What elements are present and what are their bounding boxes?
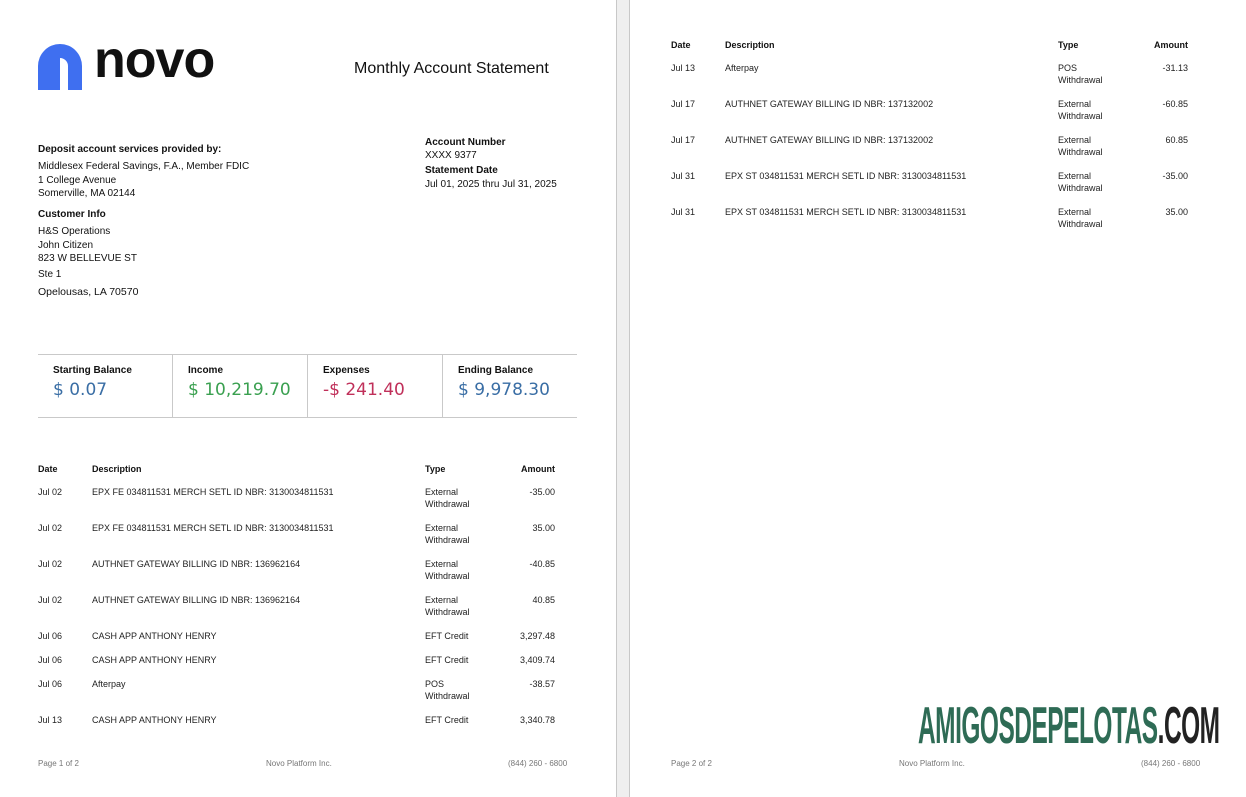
row-date: Jul 02 (38, 559, 63, 569)
provider-line: 1 College Avenue (38, 175, 117, 186)
row-amount: -38.57 (529, 679, 555, 689)
row-description: CASH APP ANTHONY HENRY (92, 715, 217, 725)
row-description: Afterpay (725, 63, 759, 73)
row-amount: 3,409.74 (519, 655, 555, 665)
row-type: POS Withdrawal (1058, 63, 1103, 85)
page-separator (616, 0, 630, 797)
row-type: External Withdrawal (1058, 135, 1103, 157)
footer-company: Novo Platform Inc. (266, 759, 332, 768)
table-header-date: Date (671, 40, 691, 50)
row-type: External Withdrawal (1058, 171, 1103, 193)
summary-label: Ending Balance (458, 365, 534, 376)
table-header-date: Date (38, 464, 58, 474)
summary-cell (38, 355, 172, 417)
account-number-label: Account Number (425, 137, 506, 148)
row-amount: -40.85 (529, 559, 555, 569)
table-header-description: Description (92, 464, 142, 474)
row-description: AUTHNET GATEWAY BILLING ID NBR: 136962164 (92, 559, 301, 569)
footer-phone: (844) 260 - 6800 (508, 759, 568, 768)
row-date: Jul 31 (671, 207, 696, 217)
summary-value: $ 0.07 (53, 380, 108, 400)
row-amount: 3,297.48 (519, 631, 555, 641)
row-amount: -35.00 (529, 487, 555, 497)
account-number: XXXX 9377 (425, 150, 477, 161)
row-date: Jul 06 (38, 679, 63, 689)
row-type: External Withdrawal (425, 559, 470, 581)
table-header-type: Type (425, 464, 446, 474)
row-type: EFT Credit (425, 715, 469, 725)
row-description: AUTHNET GATEWAY BILLING ID NBR: 136962164 (92, 595, 301, 605)
summary-cell (307, 355, 442, 417)
novo-logo (38, 31, 215, 95)
customer-line: John Citizen (38, 240, 94, 251)
row-amount: 3,340.78 (519, 715, 555, 725)
row-description: CASH APP ANTHONY HENRY (92, 631, 217, 641)
customer-line: 823 W BELLEVUE ST (38, 253, 137, 264)
customer-heading: Customer Info (38, 209, 106, 220)
row-description: AUTHNET GATEWAY BILLING ID NBR: 137132002 (725, 99, 934, 109)
summary-value: -$ 241.40 (323, 380, 405, 400)
row-amount: -60.85 (1162, 99, 1188, 109)
row-description: EPX FE 034811531 MERCH SETL ID NBR: 3130034811531 (92, 523, 334, 533)
page-number: Page 2 of 2 (671, 759, 712, 768)
row-date: Jul 02 (38, 595, 63, 605)
row-description: EPX ST 034811531 MERCH SETL ID NBR: 3130034811531 (725, 207, 967, 217)
statement-date-label: Statement Date (425, 165, 498, 176)
novo-arch-icon (38, 44, 82, 90)
statement-title: Monthly Account Statement (354, 60, 549, 77)
row-date: Jul 06 (38, 631, 63, 641)
customer-line: Opelousas, LA 70570 (38, 286, 139, 298)
statement-date: Jul 01, 2025 thru Jul 31, 2025 (425, 179, 557, 190)
row-description: EPX ST 034811531 MERCH SETL ID NBR: 3130034811531 (725, 171, 967, 181)
summary-value: $ 10,219.70 (188, 380, 291, 400)
footer-phone: (844) 260 - 6800 (1141, 759, 1201, 768)
table-header-type: Type (1058, 40, 1079, 50)
summary-label: Income (188, 365, 224, 376)
row-description: AUTHNET GATEWAY BILLING ID NBR: 137132002 (725, 135, 934, 145)
row-type: External Withdrawal (425, 487, 470, 509)
watermark (918, 697, 1220, 755)
provider-heading: Deposit account services provided by: (38, 144, 222, 155)
brand-name: novo (94, 31, 215, 89)
row-amount: 35.00 (532, 523, 555, 533)
row-description: EPX FE 034811531 MERCH SETL ID NBR: 3130034811531 (92, 487, 334, 497)
row-date: Jul 13 (671, 63, 696, 73)
summary-label: Expenses (323, 365, 370, 376)
provider-line: Somerville, MA 02144 (38, 188, 136, 199)
footer-company: Novo Platform Inc. (899, 759, 965, 768)
summary-cell (442, 355, 577, 417)
row-type: EFT Credit (425, 631, 469, 641)
row-amount: -31.13 (1162, 63, 1188, 73)
table-header-amount: Amount (521, 464, 555, 474)
row-date: Jul 02 (38, 487, 63, 497)
row-type: POS Withdrawal (425, 679, 470, 701)
row-type: External Withdrawal (1058, 99, 1103, 121)
row-description: Afterpay (92, 679, 126, 689)
row-date: Jul 02 (38, 523, 63, 533)
row-type: EFT Credit (425, 655, 469, 665)
watermark-main: AMIGOSDEPELOTAS (918, 697, 1158, 755)
row-amount: -35.00 (1162, 171, 1188, 181)
row-date: Jul 31 (671, 171, 696, 181)
row-amount: 60.85 (1165, 135, 1188, 145)
row-type: External Withdrawal (425, 523, 470, 545)
watermark-suffix: .COM (1157, 697, 1220, 755)
row-amount: 40.85 (532, 595, 555, 605)
row-type: External Withdrawal (425, 595, 470, 617)
page-number: Page 1 of 2 (38, 759, 79, 768)
balance-summary (38, 354, 577, 418)
row-date: Jul 13 (38, 715, 63, 725)
customer-line: Ste 1 (38, 269, 62, 280)
customer-line: H&S Operations (38, 226, 111, 237)
row-amount: 35.00 (1165, 207, 1188, 217)
row-date: Jul 06 (38, 655, 63, 665)
row-description: CASH APP ANTHONY HENRY (92, 655, 217, 665)
row-date: Jul 17 (671, 135, 696, 145)
summary-value: $ 9,978.30 (458, 380, 550, 400)
row-date: Jul 17 (671, 99, 696, 109)
table-header-description: Description (725, 40, 775, 50)
row-type: External Withdrawal (1058, 207, 1103, 229)
summary-label: Starting Balance (53, 365, 132, 376)
summary-cell (172, 355, 307, 417)
table-header-amount: Amount (1154, 40, 1188, 50)
provider-line: Middlesex Federal Savings, F.A., Member FDIC (38, 161, 250, 172)
